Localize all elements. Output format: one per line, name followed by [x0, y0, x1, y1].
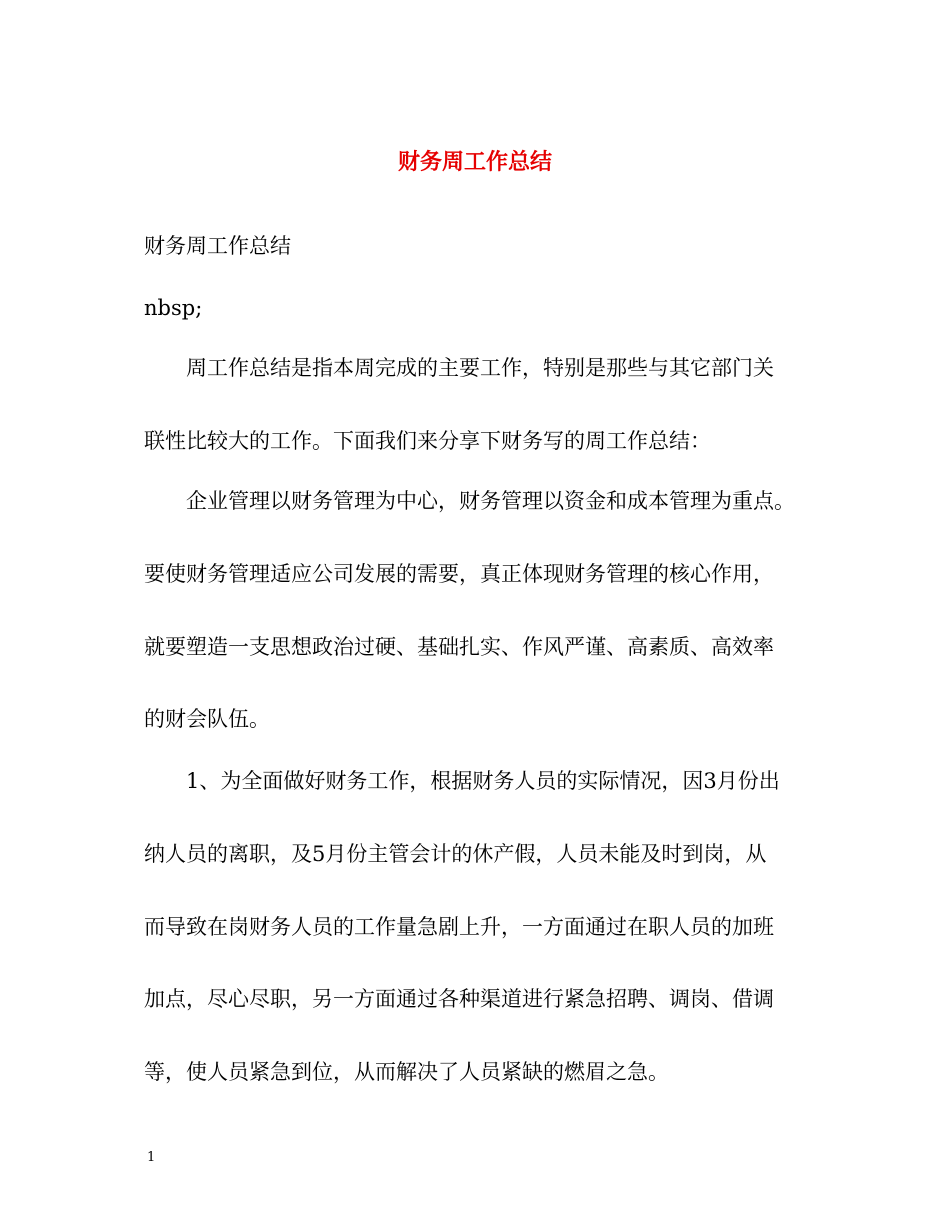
paragraph-2-line-4: 的财会队伍。 [144, 707, 270, 731]
paragraph-2-line-2: 要使财务管理适应公司发展的需要，真正体现财务管理的核心作用， [144, 562, 774, 586]
paragraph-3-line-5: 等，使人员紧急到位，从而解决了人员紧缺的燃眉之急。 [144, 1060, 669, 1084]
nbsp-line: nbsp; [144, 296, 203, 320]
paragraph-2-line-3: 就要塑造一支思想政治过硬、基础扎实、作风严谨、高素质、高效率 [144, 635, 774, 659]
document-heading: 财务周工作总结 [144, 234, 291, 258]
paragraph-3-line-1: 1、为全面做好财务工作，根据财务人员的实际情况，因3月份出 [186, 769, 780, 793]
paragraph-1-line-2: 联性比较大的工作。下面我们来分享下财务写的周工作总结： [144, 429, 711, 453]
paragraph-3-line-4: 加点，尽心尽职，另一方面通过各种渠道进行紧急招聘、调岗、借调 [144, 987, 774, 1011]
page-number: 1 [147, 1150, 156, 1165]
page-title: 财务周工作总结 [397, 149, 552, 175]
paragraph-1-line-1: 周工作总结是指本周完成的主要工作，特别是那些与其它部门关 [186, 356, 774, 380]
paragraph-2-line-1: 企业管理以财务管理为中心，财务管理以资金和成本管理为重点。 [186, 489, 795, 513]
paragraph-3-line-2: 纳人员的离职，及5月份主管会计的休产假，人员未能及时到岗，从 [144, 842, 767, 866]
paragraph-3-line-3: 而导致在岗财务人员的工作量急剧上升，一方面通过在职人员的加班 [144, 915, 774, 939]
